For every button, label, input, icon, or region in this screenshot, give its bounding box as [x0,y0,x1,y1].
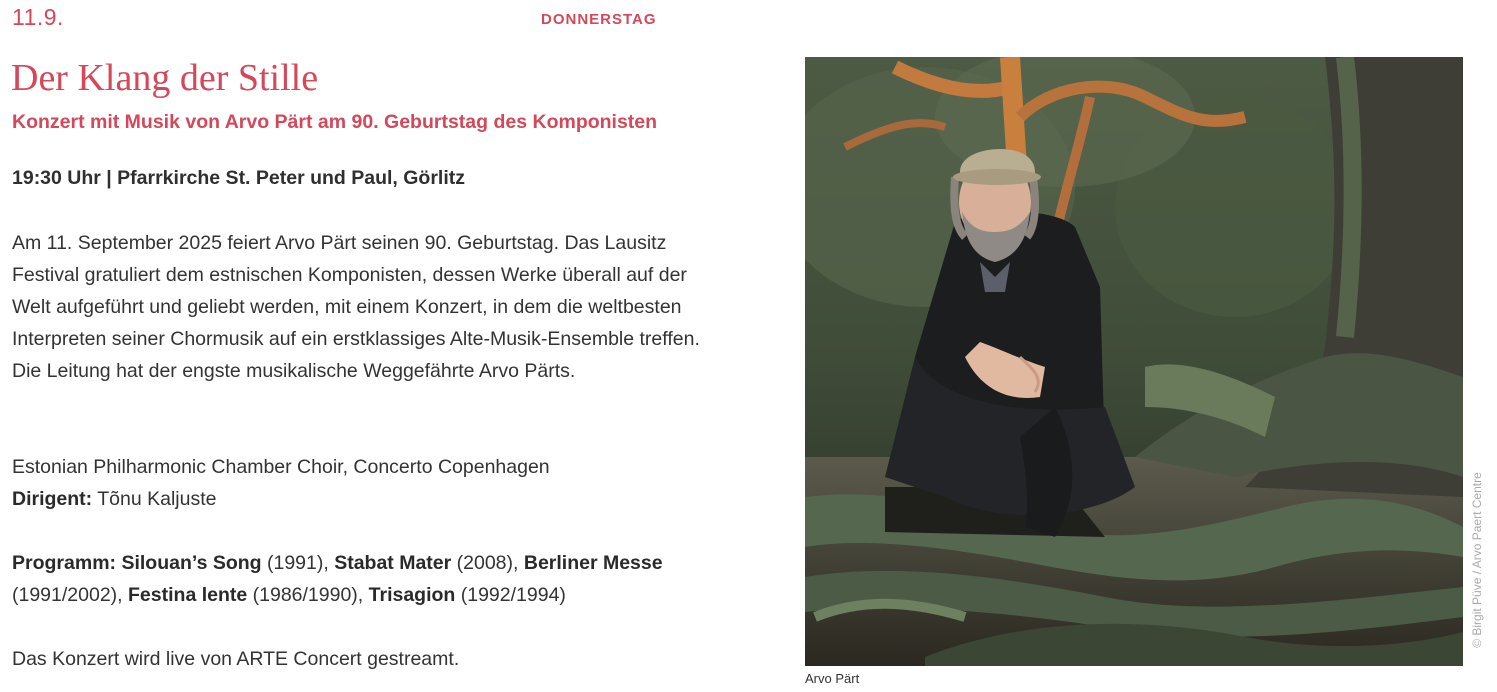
program-work-year: (1986/1990), [247,584,369,606]
event-title: Der Klang der Stille [11,57,319,99]
program-block [12,547,702,611]
portrait-photo [805,57,1463,666]
program-work-title: Trisagion [368,584,456,606]
event-subtitle: Konzert mit Musik von Arvo Pärt am 90. Geburtstag des Komponisten [12,111,658,133]
performers-block [12,451,702,515]
conductor-name: Tõnu Kaljuste [92,488,217,510]
time-and-venue: 19:30 Uhr | Pfarrkirche St. Peter und Paul, Görlitz [12,167,466,189]
event-date: 11.9. [12,4,64,30]
program-work-title: Stabat Mater [334,552,452,574]
program-work-year: (2008), [451,552,524,574]
performers: Estonian Philharmonic Chamber Choir, Concerto Copenhagen [12,456,550,478]
program-work-year: (1991/2002), [12,584,129,606]
program-work-title: Silouan’s Song [121,552,262,574]
photo-credit: © Birgit Püve / Arvo Paert Centre [1470,472,1484,648]
program-work-year: (1991), [261,552,335,574]
conductor-label: Dirigent: [12,488,93,510]
program-work-title: Berliner Messe [523,552,663,574]
program-work-title: Festina lente [128,584,248,606]
photo-caption: Arvo Pärt [805,671,860,686]
event-weekday: DONNERSTAG [541,11,657,28]
program-work-year: (1992/1994) [455,584,566,606]
stream-note: Das Konzert wird live von ARTE Concert gestreamt. [12,648,460,670]
event-description: Am 11. September 2025 feiert Arvo Pärt seinen 90. Geburtstag. Das Lausitz Festival gratuliert dem estnischen Komponisten, dessen Werke überall auf der Welt aufgeführt und geliebt werden, mit einem Konzert, in dem die weltbesten Interpreten seiner Chormusik auf ein erstklassiges Alte-Musik-Ensemble treffen. Die Leitung hat der engste musikalische Weggefährte Arvo Pärts. [12,232,700,382]
program-label: Programm: [12,552,117,574]
